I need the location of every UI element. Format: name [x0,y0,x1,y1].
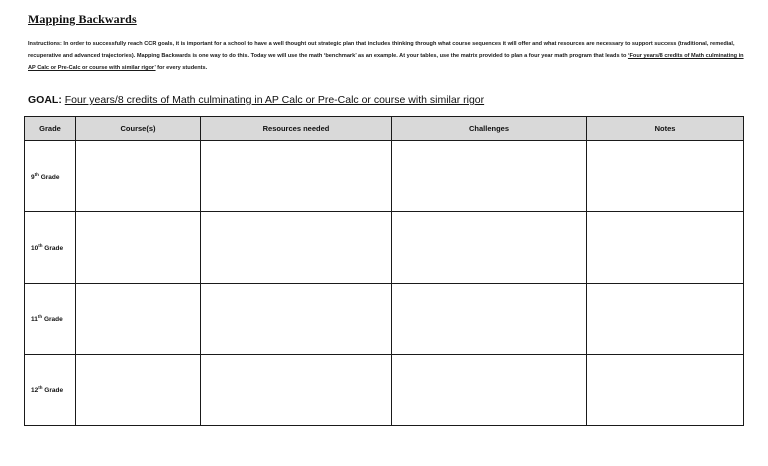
instructions-text: Instructions: In order to successfully reach CCR goals, it is important for a school to have a well thought out strategic plan that includes thinking through what course sequences it will offer and what resources are necessary to support success (traditional, remedial, recuperative and advanced trajectories). Mapping Backwards is one way to do this. Today we will use the math ‘benchmark’ as an example. At your tables, use the matrix provided to plan a four year math program that leads to [28,41,735,60]
notes-cell-10[interactable] [587,212,744,283]
resources-cell-12[interactable] [201,354,392,425]
notes-cell-9[interactable] [587,141,744,212]
grade-number: 12 [31,387,39,395]
resources-cell-9[interactable] [201,141,392,212]
header-resources: Resources needed [201,117,392,141]
grade-suffix: th [34,171,39,177]
courses-cell-10[interactable] [76,212,201,283]
challenges-cell-10[interactable] [392,212,587,283]
grade-cell-10 [25,212,76,283]
challenges-cell-9[interactable] [392,141,587,212]
goal-line [28,94,484,106]
grade-suffix: th [38,242,43,248]
challenges-cell-11[interactable] [392,283,587,354]
table-row [25,141,744,212]
grade-label: Grade [44,387,64,395]
courses-cell-12[interactable] [76,354,201,425]
goal-text: Four years/8 credits of Math culminating in AP Calc or Pre-Calc or course with similar rigor [64,94,485,106]
grade-cell-9 [25,141,76,212]
grade-number: 10 [31,244,39,252]
grade-number: 9 [31,173,35,181]
page-title: Mapping Backwards [28,12,137,26]
goal-label: GOAL: [28,94,62,106]
instructions-goal-quote: ‘Four years/8 credits of Math culminating in AP Calc or Pre-Calc or course with similar rigor’ [28,53,744,72]
header-grade: Grade [25,117,76,141]
notes-cell-12[interactable] [587,354,744,425]
courses-cell-11[interactable] [76,283,201,354]
resources-cell-10[interactable] [201,212,392,283]
grade-suffix: th [38,385,43,391]
table-row [25,212,744,283]
grade-label: Grade [43,316,63,324]
instructions-paragraph [28,38,746,75]
grade-suffix: th [37,314,43,320]
header-challenges: Challenges [392,117,587,141]
grade-label: Grade [40,173,60,181]
header-row [25,117,744,141]
instructions-text-end: for every students. [155,65,208,72]
grade-label: Grade [44,244,64,252]
header-courses: Course(s) [76,117,201,141]
courses-cell-9[interactable] [76,141,201,212]
planning-matrix [24,116,744,426]
table-row [25,354,744,425]
header-notes: Notes [587,117,744,141]
resources-cell-11[interactable] [201,283,392,354]
grade-cell-11 [25,283,76,354]
challenges-cell-12[interactable] [392,354,587,425]
grade-number: 11 [31,316,38,324]
table-row [25,283,744,354]
notes-cell-11[interactable] [587,283,744,354]
grade-cell-12 [25,354,76,425]
